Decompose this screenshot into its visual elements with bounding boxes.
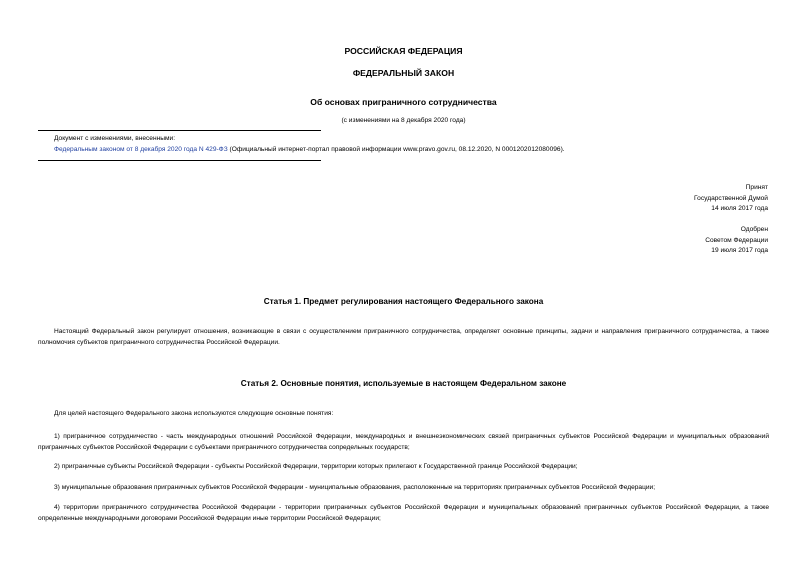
accepted-line: Принят [745,184,768,191]
changes-line [54,145,565,155]
approved-line: 19 июля 2017 года [711,247,768,254]
changes-top-rule [38,130,321,131]
amending-law-link[interactable]: Федеральным законом от 8 декабря 2020 года N 429-ФЗ [54,146,228,153]
accepted-line: 14 июля 2017 года [711,205,768,212]
article-2-paragraph: 4) территории приграничного сотрудничества Российской Федерации - территории приграничных субъектов Российской Федерации и муниципальных образований приграничных субъектов Российской Федерации, а также определенные международными договорами Российской Федерации иные территории Российской Федерации; [38,504,769,523]
adoption-accepted [694,183,768,215]
amendment-note: (с изменениями на 8 декабря 2020 года) [341,117,466,124]
article-2-paragraph: 1) приграничное сотрудничество - часть международных отношений Российской Федерации, международных и внешнеэкономических связей приграничных субъектов Российской Федерации и муниципальных образований приграничных субъектов Российской Федерации с субъектами приграничного сотрудничества сопредельных государств; [38,433,769,452]
law-title: Об основах приграничного сотрудничества [310,97,497,107]
changes-source: (Официальный интернет-портал правовой информации www.pravo.gov.ru, 08.12.2020, N 0001202012080096). [227,146,565,153]
article-2-paragraph: Для целей настоящего Федерального закона используются следующие основные понятия: [54,410,334,417]
article-2-paragraph: 3) муниципальные образования приграничных субъектов Российской Федерации - муниципальные образования, расположенные на территориях приграничных субъектов Российской Федерации; [54,484,656,491]
article-2-title: Статья 2. Основные понятия, используемые в настоящем Федеральном законе [240,379,567,388]
adoption-approved [705,225,768,257]
changes-intro: Документ с изменениями, внесенными: [54,135,176,142]
country-heading: РОССИЙСКАЯ ФЕДЕРАЦИЯ [344,46,463,56]
accepted-line: Государственной Думой [694,194,768,202]
approved-line: Одобрен [740,226,768,233]
article-1-paragraph: Настоящий Федеральный закон регулирует отношения, возникающие в связи с осуществлением приграничного сотрудничества, определяет основные принципы, задачи и направления приграничного сотрудничества, а также полномочия субъектов приграничного сотрудничества Российской Федерации. [38,328,769,347]
approved-line: Советом Федерации [705,236,768,244]
article-2-paragraph: 2) приграничные субъекты Российской Федерации - субъекты Российской Федерации, территории которых прилегают к Государственной границе Российской Федерации; [54,463,578,470]
article-1-title: Статья 1. Предмет регулирования настоящего Федерального закона [263,297,544,306]
changes-bottom-rule [38,160,321,161]
doc-type-heading: ФЕДЕРАЛЬНЫЙ ЗАКОН [352,68,455,78]
